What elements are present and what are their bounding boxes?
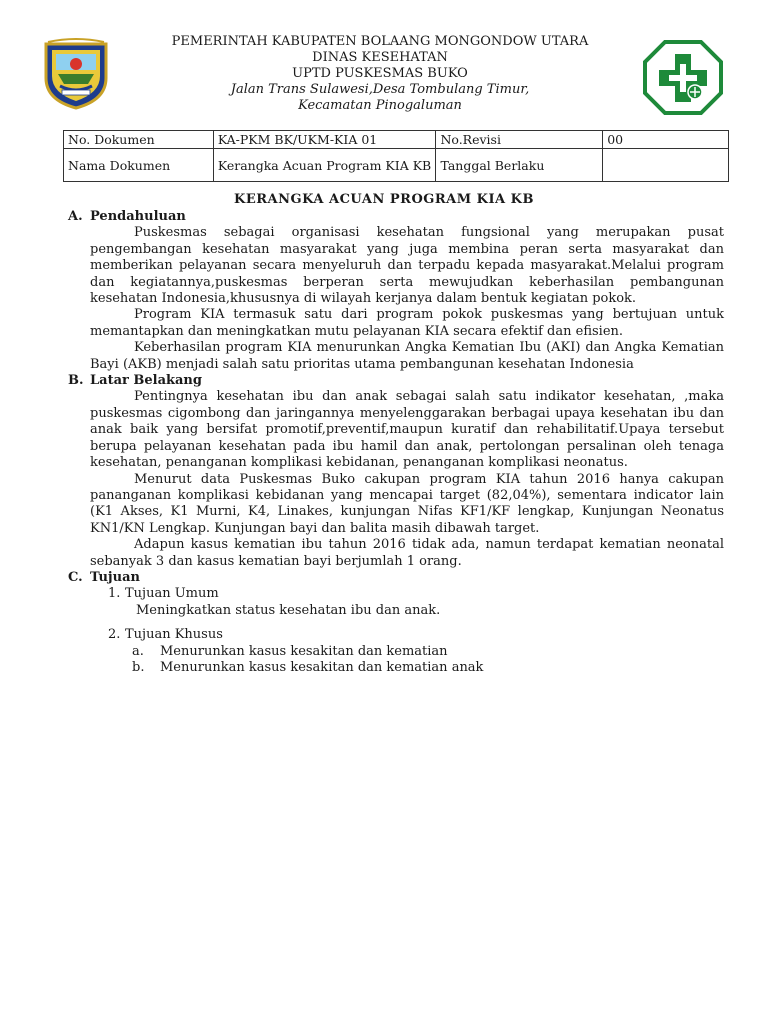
section-title: Pendahuluan [90,209,186,224]
nama-dokumen-label: Nama Dokumen [64,149,214,182]
list-label: Tujuan Khusus [125,627,223,643]
letterhead-government: PEMERINTAH KABUPATEN BOLAANG MONGONDOW UTARA [171,34,589,49]
list-item [108,627,724,643]
list-letter: b. [132,659,145,675]
nama-dokumen-value: Kerangka Acuan Program KIA KB [213,149,436,182]
section-number: C. [68,569,83,585]
specific-objectives-list [132,644,724,677]
general-objective-text: Meningkatkan status kesehatan ibu dan anak. [136,602,441,618]
paragraph: Program KIA termasuk satu dari program pokok puskesmas yang bertujuan untuk memantapkan dan meningkatkan mutu pelayanan KIA secara efektif dan efisien. [90,307,724,339]
document-body [68,209,724,676]
list-letter: a. [132,643,144,659]
list-text: Menurunkan kasus kesakitan dan kematian [160,643,448,659]
list-label: Tujuan Umum [125,586,219,602]
paragraph: Puskesmas sebagai organisasi kesehatan fungsional yang merupakan pusat pengembangan kesehatan masyarakat yang juga membina peran serta masyarakat dan memberikan pelayanan secara menyeluruh dan terpadu kepada masyarakat.Melalui program dan kegiatannya,puskesmas berperan serta mewujudkan keberhasilan pembangunan kesehatan Indonesia,khususnya di wilayah kerjanya dalam bentuk kegiatan pokok. [90,225,724,307]
no-revisi-value: 00 [603,131,729,149]
list-number: 2. [108,627,121,643]
section-title: Latar Belakang [90,373,202,389]
document-title: KERANGKA ACUAN PROGRAM KIA KB [234,192,534,207]
section-number: B. [68,373,84,389]
list-item [108,586,724,602]
list-number: 1. [108,586,121,602]
no-dokumen-value: KA-PKM BK/UKM-KIA 01 [213,131,436,149]
list-text: Menurunkan kasus kesakitan dan kematian anak [160,659,484,675]
list-item [132,660,724,676]
section-heading-a [68,209,724,225]
objectives-list [108,627,724,643]
tanggal-berlaku-label: Tanggal Berlaku [436,149,603,182]
paragraph: Pentingnya kesehatan ibu dan anak sebagai salah satu indikator kesehatan, ,maka puskesmas cigombong dan jaringannya menyelenggarakan berbagai upaya kesehatan ibu dan anak baik yang bersifat promotif,preventif,maupun kuratif dan rehabilitatif.Upaya tersebut berupa pelayanan kesehatan pada ibu hamil dan anak, pertolongan persalinan oleh tenaga kesehatan, penanganan komplikasi kebidanan, penanganan komplikasi neonatus. [90,389,724,471]
paragraph: Keberhasilan program KIA menurunkan Angka Kematian Ibu (AKI) dan Angka Kematian Bayi (AKB) menjadi salah satu prioritas utama pembangunan kesehatan Indonesia [90,340,724,372]
letterhead-address-district: Kecamatan Pinogaluman [298,98,462,113]
table-row [64,131,729,149]
no-revisi-label: No.Revisi [436,131,603,149]
objectives-list [108,586,724,602]
paragraph: Menurut data Puskesmas Buko cakupan program KIA tahun 2016 hanya cakupan pananganan komplikasi kebidanan yang mencapai target (82,04%), sementara indicator lain (K1 Akses, K1 Murni, K4, Linakes, kunjungan Nifas KF1/KF lengkap, Kunjungan Neonatus KN1/KN Lengkap. Kunjungan bayi dan balita masih dibawah target. [90,471,724,536]
section-heading-c [68,570,724,586]
letterhead [120,34,640,114]
regency-coat-of-arms-logo [40,38,112,110]
section-heading-b [68,373,724,389]
tanggal-berlaku-value [603,149,729,182]
section-title: Tujuan [90,569,140,585]
document-info-table [63,130,729,182]
section-number: A. [68,209,83,224]
list-item [132,644,724,660]
puskesmas-logo [643,40,723,115]
letterhead-address-street: Jalan Trans Sulawesi,Desa Tombulang Timur, [230,82,530,97]
letterhead-unit: UPTD PUSKESMAS BUKO [292,66,468,81]
no-dokumen-label: No. Dokumen [64,131,214,149]
table-row [64,149,729,182]
paragraph: Adapun kasus kematian ibu tahun 2016 tidak ada, namun terdapat kematian neonatal sebanyak 3 dan kasus kematian bayi berjumlah 1 orang. [90,537,724,569]
letterhead-department: DINAS KESEHATAN [312,50,448,65]
